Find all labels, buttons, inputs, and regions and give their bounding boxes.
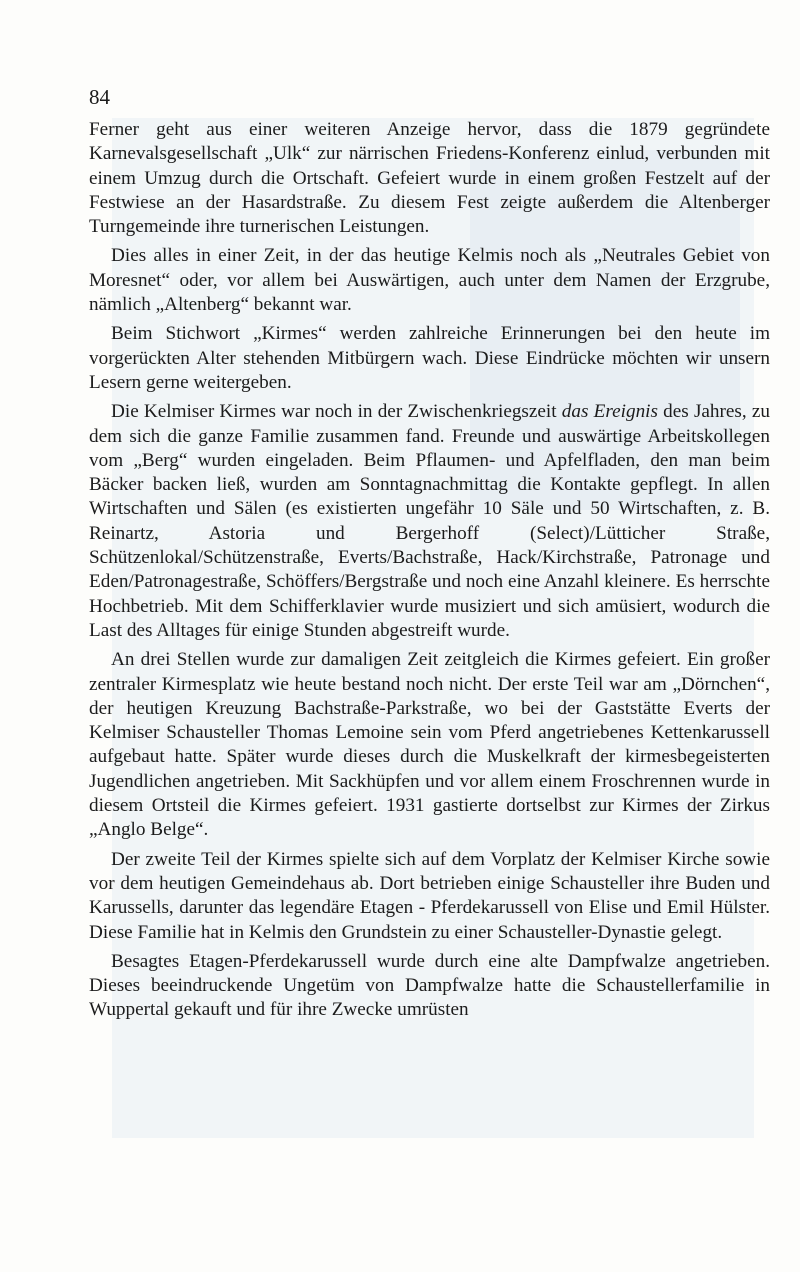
body-text — [89, 118, 770, 1028]
page-number: 84 — [89, 85, 110, 109]
paragraph-3: Beim Stichwort „Kirmes“ werden zahlreiche Erinnerungen bei den heute im vorgerückten Alter stehenden Mitbürgern wach. Diese Eindrücke möchten wir unsern Lesern gerne weitergeben. — [89, 323, 770, 393]
paragraph-4 — [89, 400, 770, 643]
paragraph-5: An drei Stellen wurde zur damaligen Zeit zeitgleich die Kirmes gefeiert. Ein großer zentraler Kirmesplatz wie heute bestand noch nicht. Der erste Teil war am „Dörnchen“, der heutigen Kreuzung Bachstraße-Parkstraße, wo bei der Gaststätte Everts der Kelmiser Schausteller Thomas Lemoine sein vom Pferd angetriebenes Kettenkarussell aufgebaut hatte. Später wurde dieses durch die Muskelkraft der kirmesbegeisterten Jugendlichen angetrieben. Mit Sackhüpfen und vor allem einem Froschrennen wurde in diesem Ortsteil die Kirmes gefeiert. 1931 gastierte dortselbst zur Kirmes der Zirkus „Anglo Belge“. — [89, 649, 770, 841]
paragraph-4-start: Die Kelmiser Kirmes war noch in der Zwischenkriegszeit — [111, 401, 562, 423]
paragraph-4-end: des Jahres, zu dem sich die ganze Familie zusammen fand. Freunde und auswärtige Arbeitskollegen vom „Berg“ wurden eingeladen. Beim Pflaumen- und Apfelfladen, den man beim Bäcker backen ließ, wurden am Sonntagnachmittag die Kontakte gepflegt. In allen Wirtschaften und Sälen (es existierten ungefähr 10 Säle und 50 Wirtschaften, z. B. Reinartz, Astoria und Bergerhoff (Select)/Lütticher Straße, Schützenlokal/Schützenstraße, Everts/Bachstraße, Hack/Kirchstraße, Patronage und Eden/Patronagestraße, Schöffers/Bergstraße und noch eine Anzahl kleinere. Es herrschte Hochbetrieb. Mit dem Schifferklavier wurde musiziert und sich amüsiert, wodurch die Last des Alltages für einige Stunden abgestreift wurde. — [89, 401, 771, 641]
paragraph-7: Besagtes Etagen-Pferdekarussell wurde durch eine alte Dampfwalze angetrieben. Dieses beeindruckende Ungetüm von Dampfwalze hatte die Schaustellerfamilie in Wuppertal gekauft und für ihre Zwecke umrüsten — [89, 950, 770, 1021]
paragraph-6: Der zweite Teil der Kirmes spielte sich auf dem Vorplatz der Kelmiser Kirche sowie vor dem heutigen Gemeindehaus ab. Dort betrieben einige Schausteller ihre Buden und Karussells, darunter das legendäre Etagen - Pferdekarussell von Elise und Emil Hülster. Diese Familie hat in Kelmis den Grundstein zu einer Schausteller-Dynastie gelegt. — [89, 848, 770, 943]
paragraph-2: Dies alles in einer Zeit, in der das heutige Kelmis noch als „Neutrales Gebiet von Moresnet“ oder, vor allem bei Auswärtigen, auch unter dem Namen der Erzgrube, nämlich „Altenberg“ bekannt war. — [89, 245, 770, 316]
paragraph-4-emphasis: das Ereignis — [561, 401, 658, 423]
paragraph-1: Ferner geht aus einer weiteren Anzeige hervor, dass die 1879 gegründete Karnevalsgesellschaft „Ulk“ zur närrischen Friedens-Konferenz einlud, verbunden mit einem Umzug durch die Ortschaft. Gefeiert wurde in einem großen Festzelt auf der Festwiese an der Hasardstraße. Zu diesem Fest zeigte außerdem die Altenberger Turngemeinde ihre turnerischen Leistungen. — [89, 119, 770, 238]
